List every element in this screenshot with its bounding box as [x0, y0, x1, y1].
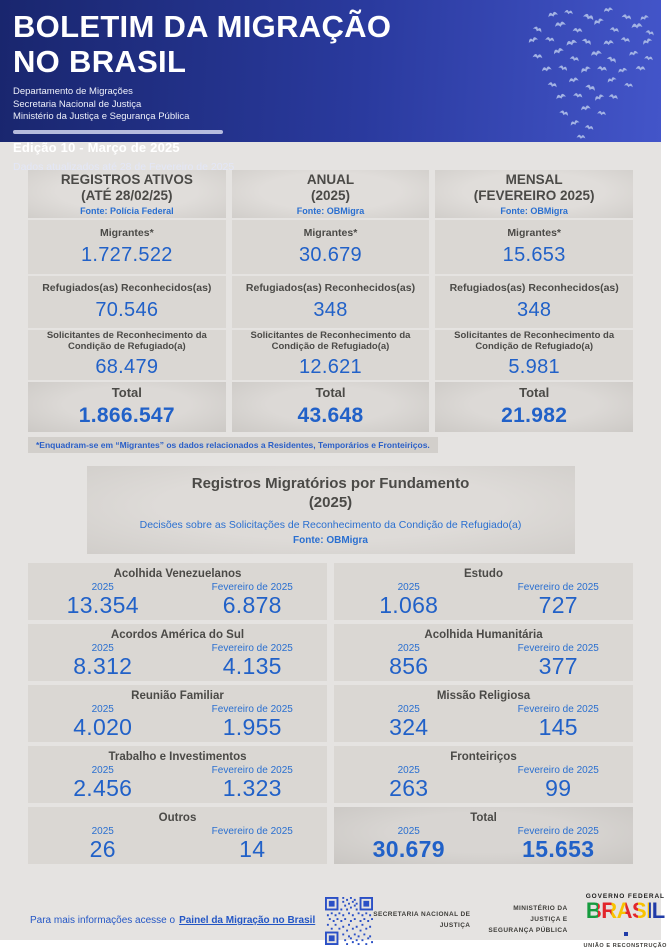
total-label: Total — [111, 384, 142, 400]
org-text: JUSTIÇA E — [530, 916, 568, 924]
month-value: 1.955 — [222, 713, 282, 740]
column-subtitle: (FEVEREIRO 2025) — [473, 188, 595, 203]
total-value: 43.648 — [297, 404, 364, 428]
year-label: 2025 — [397, 825, 420, 837]
stat-value: 5.981 — [508, 356, 560, 379]
month-value: 145 — [538, 713, 578, 740]
stat-cell-refugiados — [28, 276, 226, 328]
month-value: 727 — [538, 591, 578, 618]
year-value: 856 — [389, 652, 429, 679]
ministerio-justica-logo — [488, 904, 567, 936]
total-label: Total — [315, 384, 346, 400]
year-label: 2025 — [91, 642, 114, 654]
stat-cell-solicitantes — [435, 330, 633, 380]
governo-federal-brasil-logo — [584, 893, 667, 949]
year-label: 2025 — [397, 764, 420, 776]
total-label: Total — [519, 384, 550, 400]
updated-label: Dados atualizados até 28 de Fevereiro de 2025 — [13, 161, 235, 174]
category-name: Fronteiriços — [450, 750, 517, 763]
category-name: Acolhida Venezuelanos — [113, 567, 242, 580]
month-label: Fevereiro de 2025 — [517, 703, 599, 715]
org-text: SEGURANÇA PÚBLICA — [488, 926, 568, 934]
footer-info-text: Para mais informações acesse o — [30, 915, 176, 926]
painel-migracao-link[interactable]: Painel da Migração no Brasil — [179, 915, 316, 926]
category-name: Estudo — [464, 567, 503, 580]
year-label: 2025 — [397, 642, 420, 654]
month-label: Fevereiro de 2025 — [211, 581, 293, 593]
edition-label: Edição 10 - Março de 2025 — [13, 140, 180, 156]
fundamento-box-acordos-america-do-sul — [28, 624, 327, 681]
year-value: 2.456 — [73, 774, 133, 801]
stat-value: 12.621 — [299, 356, 362, 379]
summary-table — [28, 170, 633, 432]
secretaria-nacional-logo — [373, 910, 470, 931]
qr-code — [325, 897, 373, 945]
stat-cell-refugiados — [435, 276, 633, 328]
org-text: MINISTÉRIO DA — [513, 905, 568, 913]
stat-label: Migrantes* — [99, 227, 154, 240]
stat-cell-migrantes — [28, 220, 226, 274]
header-banner — [0, 0, 661, 174]
fundamento-box-trabalho-e-investimentos — [28, 746, 327, 803]
stat-label: Solicitantes de Reconhecimento da Condição de Refugiado(a) — [454, 329, 615, 352]
migrantes-footnote: *Enquadram-se em “Migrantes” os dados relacionados a Residentes, Temporários e Fronteiriços. — [28, 437, 438, 453]
stat-value: 30.679 — [299, 243, 362, 266]
stat-label: Refugiados(as) Reconhecidos(as) — [245, 282, 416, 295]
category-name: Total — [470, 811, 497, 824]
stat-value: 348 — [313, 298, 348, 321]
column-subtitle: (2025) — [310, 188, 350, 203]
stat-cell-refugiados — [232, 276, 430, 328]
org-text: JUSTIÇA — [439, 921, 471, 929]
column-source: Fonte: Polícia Federal — [80, 205, 174, 216]
stat-label: Solicitantes de Reconhecimento da Condição de Refugiado(a) — [250, 329, 411, 352]
total-value: 1.866.547 — [78, 404, 175, 428]
divider-bar — [13, 130, 223, 134]
fundamento-source: Fonte: OBMigra — [293, 534, 368, 546]
year-value: 30.679 — [372, 835, 445, 862]
birds-brazil-map-graphic — [491, 2, 663, 142]
title-line-1: BOLETIM DA MIGRAÇÃO — [13, 9, 392, 44]
year-value: 8.312 — [73, 652, 133, 679]
stat-label: Refugiados(as) Reconhecidos(as) — [449, 282, 619, 295]
month-label: Fevereiro de 2025 — [517, 764, 599, 776]
column-title: REGISTROS ATIVOS — [60, 172, 193, 188]
stat-value: 15.653 — [502, 243, 566, 266]
month-value: 377 — [538, 652, 578, 679]
category-name: Acordos América do Sul — [110, 628, 245, 641]
category-name: Acolhida Humanitária — [424, 628, 543, 641]
month-label: Fevereiro de 2025 — [211, 703, 293, 715]
month-label: Fevereiro de 2025 — [517, 642, 599, 654]
column-subtitle: (ATÉ 28/02/25) — [81, 188, 173, 203]
month-value: 1.323 — [222, 774, 282, 801]
year-label: 2025 — [397, 703, 420, 715]
org-text: SECRETARIA NACIONAL DE — [373, 910, 471, 918]
uniao-reconstrucao-label: UNIÃO E RECONSTRUÇÃO — [583, 942, 667, 949]
year-value: 4.020 — [73, 713, 133, 740]
fundamento-box-estudo — [334, 563, 633, 620]
fundamento-box-missao-religiosa — [334, 685, 633, 742]
year-label: 2025 — [91, 703, 114, 715]
year-value: 26 — [89, 835, 116, 862]
category-name: Missão Religiosa — [436, 689, 531, 702]
title-line-2: NO BRASIL — [13, 43, 187, 79]
total-value: 21.982 — [501, 404, 568, 428]
column-title: MENSAL — [505, 172, 563, 188]
footer — [0, 892, 667, 950]
year-value: 263 — [389, 774, 429, 801]
stat-cell-solicitantes — [232, 330, 430, 380]
category-name: Reunião Familiar — [131, 689, 224, 702]
stat-value: 70.546 — [95, 298, 159, 321]
logo-period — [624, 932, 628, 936]
stat-value: 68.479 — [95, 356, 159, 379]
summary-header-registros-ativos — [28, 170, 226, 218]
fundamento-box-acolhida-venezuelanos — [28, 563, 327, 620]
month-value: 14 — [239, 835, 266, 862]
month-value: 15.653 — [522, 835, 595, 862]
stat-value: 1.727.522 — [80, 243, 173, 266]
stat-label: Migrantes* — [303, 227, 358, 240]
brasil-wordmark: BRASIL — [585, 897, 665, 923]
month-label: Fevereiro de 2025 — [517, 825, 599, 837]
org-lines — [13, 86, 391, 123]
org-line: Departamento de Migrações — [13, 86, 133, 98]
month-value: 4.135 — [222, 652, 282, 679]
month-label: Fevereiro de 2025 — [211, 642, 293, 654]
fundamento-title: Registros Migratórios por Fundamento — [191, 475, 470, 492]
fundamento-subtitle: Decisões sobre as Solicitações de Reconhecimento da Condição de Refugiado(a) — [139, 518, 522, 531]
main-content — [0, 170, 661, 864]
year-value: 1.068 — [379, 591, 439, 618]
stat-label: Migrantes* — [507, 227, 561, 240]
stat-cell-migrantes — [435, 220, 633, 274]
summary-header-anual — [232, 170, 430, 218]
month-label: Fevereiro de 2025 — [211, 825, 293, 837]
total-cell — [28, 382, 226, 432]
year-value: 13.354 — [66, 591, 139, 618]
governo-federal-label: GOVERNO FEDERAL — [585, 892, 665, 900]
month-value: 6.878 — [222, 591, 282, 618]
fundamento-box-fronteiricos — [334, 746, 633, 803]
year-value: 324 — [389, 713, 429, 740]
year-label: 2025 — [91, 764, 114, 776]
stat-label: Refugiados(as) Reconhecidos(as) — [42, 282, 212, 295]
org-line: Secretaria Nacional de Justiça — [13, 98, 142, 110]
category-name: Trabalho e Investimentos — [108, 750, 247, 763]
stat-value: 348 — [517, 298, 552, 321]
fundamento-section-header — [87, 466, 575, 554]
column-source: Fonte: OBMigra — [296, 205, 365, 216]
fundamento-box-outros — [28, 807, 327, 864]
category-name: Outros — [158, 811, 197, 824]
stat-cell-migrantes — [232, 220, 430, 274]
year-label: 2025 — [91, 581, 114, 593]
column-title: ANUAL — [306, 172, 355, 188]
fundamento-box-reuniao-familiar — [28, 685, 327, 742]
total-cell — [232, 382, 430, 432]
month-value: 99 — [545, 774, 572, 801]
fundamento-year: (2025) — [308, 493, 353, 511]
page-title — [13, 10, 391, 79]
fundamento-box-acolhida-humanitaria — [334, 624, 633, 681]
month-label: Fevereiro de 2025 — [211, 764, 293, 776]
fundamento-box-total — [334, 807, 633, 864]
org-line: Ministério da Justiça e Segurança Pública — [13, 111, 190, 123]
year-label: 2025 — [397, 581, 420, 593]
year-label: 2025 — [91, 825, 114, 837]
column-source: Fonte: OBMigra — [500, 205, 568, 216]
stat-cell-solicitantes — [28, 330, 226, 380]
stat-label: Solicitantes de Reconhecimento da Condição de Refugiado(a) — [46, 329, 207, 352]
fundamento-grid — [28, 563, 633, 864]
month-label: Fevereiro de 2025 — [517, 581, 599, 593]
summary-header-mensal — [435, 170, 633, 218]
total-cell — [435, 382, 633, 432]
